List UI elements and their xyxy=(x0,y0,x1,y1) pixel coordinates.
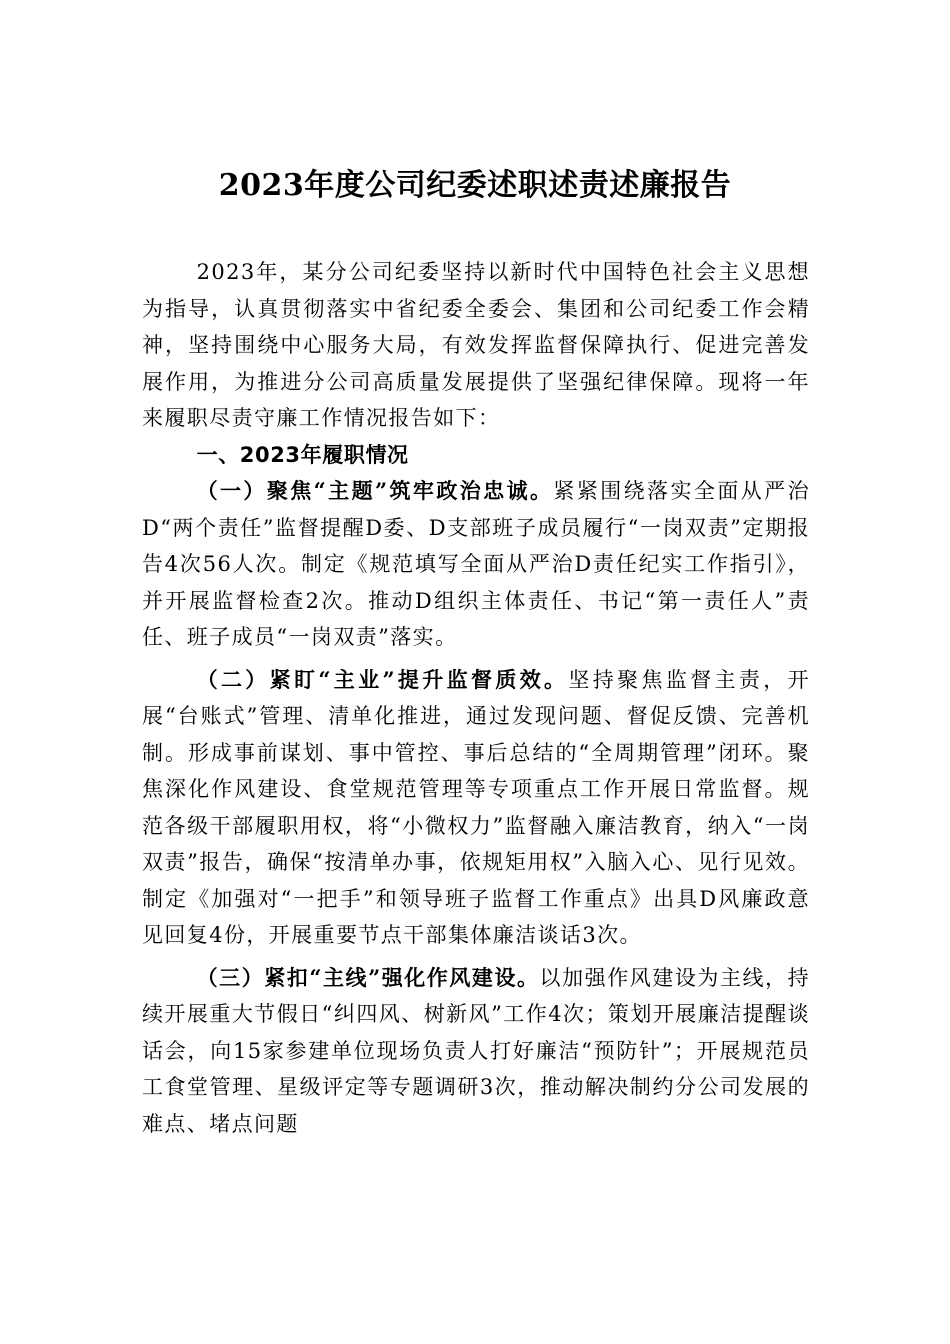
item-lead-1: （一）聚焦“主题”筑牢政治忠诚。 xyxy=(196,478,554,503)
item-text-1: 紧紧围绕落实全面从严治D“两个责任”监督提醒D委、D支部班子成员履行“一岗双责”定期报告4次56人次。制定《规范填写全面从严治D责任纪实工作指引》，并开展监督检查2次。推动D组织主体责任、书记“第一责任人”责任、班子成员“一岗双责”落实。 xyxy=(142,479,810,649)
document-body xyxy=(142,254,810,1142)
item-text-2: 坚持聚焦监督主责，开展“台账式”管理、清单化推进，通过发现问题、督促反馈、完善机制。形成事前谋划、事中管控、事后总结的“全周期管理”闭环。聚焦深化作风建设、食堂规范管理等专项重点工作开展日常监督。规范各级干部履职用权，将“小微权力”监督融入廉洁教育，纳入“一岗双责”报告，确保“按清单办事，依规矩用权”入脑入心、见行见效。制定《加强对“一把手”和领导班子监督工作重点》出具D风廉政意见回复4份，开展重要节点干部集体廉洁谈话3次。 xyxy=(142,667,811,947)
intro-paragraph: 2023年，某分公司纪委坚持以新时代中国特色社会主义思想为指导，认真贯彻落实中省纪委全委会、集团和公司纪委工作会精神，坚持围绕中心服务大局，有效发挥监督保障执行、促进完善发展作用，为推进分公司高质量发展提供了坚强纪律保障。现将一年来履职尽责守廉工作情况报告如下： xyxy=(142,260,810,430)
item-paragraph-2 xyxy=(142,662,810,954)
document-title: 2023年度公司纪委述职述责述廉报告 xyxy=(218,168,732,203)
section-heading: 一、2023年履职情况 xyxy=(196,442,409,467)
item-lead-2: （二）紧盯“主业”提升监督质效。 xyxy=(196,666,569,692)
item-paragraph-1 xyxy=(142,473,810,656)
item-lead-3: （三）紧扣“主线”强化作风建设。 xyxy=(196,964,540,990)
item-paragraph-3 xyxy=(142,960,810,1143)
item-text-3: 以加强作风建设为主线，持续开展重大节假日“纠四风、树新风”工作4次；策划开展廉洁提醒谈话会，向15家参建单位现场负责人打好廉洁“预防针”；开展规范员工食堂管理、星级评定等专题调研3次，推动解决制约分公司发展的难点、堵点问题 xyxy=(142,965,810,1136)
